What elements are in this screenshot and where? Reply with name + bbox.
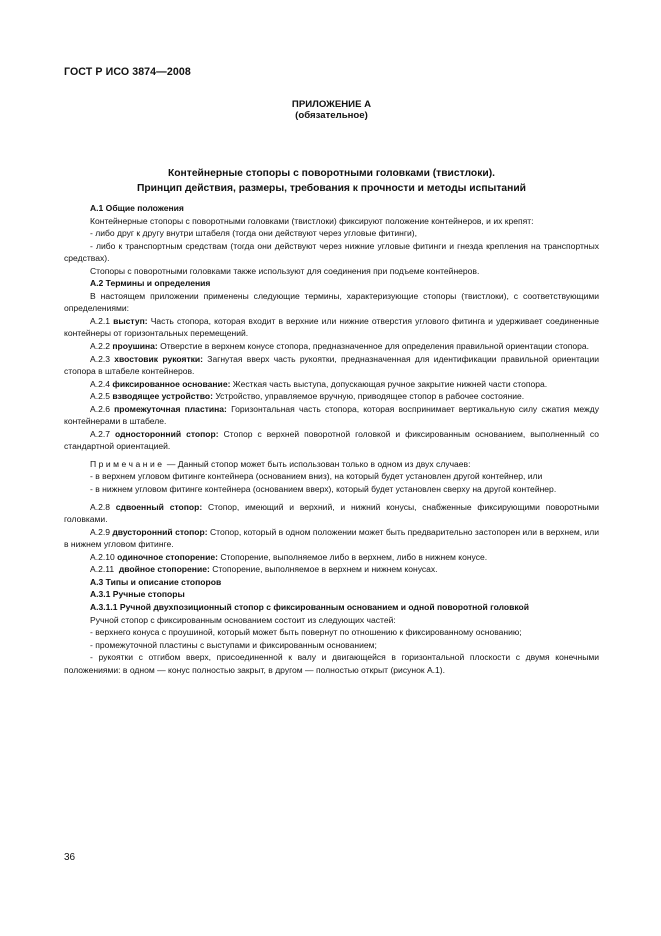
term-text: Жесткая часть выступа, допускающая ручное закрытие нижней части стопора. [232, 378, 548, 389]
term-definition [64, 315, 599, 340]
term: двойное стопорение: [118, 564, 210, 575]
term-text: Устройство, управляемое вручную, приводящее стопор в рабочее состояние. [215, 391, 525, 402]
term: двусторонний стопор: [112, 526, 208, 537]
paragraph: Ручной стопор с фиксированным основанием состоит из следующих частей: [90, 614, 396, 625]
term: фиксированное основание: [112, 378, 231, 389]
term-text: Отверстие в верхнем конусе стопора, предназначенное для определения правильной ориентации стопора. [160, 341, 590, 352]
term-number: А.2.2 [90, 341, 110, 352]
page-number: 36 [64, 852, 76, 863]
term-number: А.2.4 [90, 378, 110, 389]
list-item: - либо друг к другу внутри штабеля (тогда они действуют через угловые фитинги), [90, 228, 417, 239]
document-title-line1: Контейнерные стопоры с поворотными головками (твистлоки). [167, 168, 495, 179]
appendix-status: (обязательное) [295, 110, 368, 121]
subsection-heading: А.3.1 Ручные стопоры [90, 589, 185, 600]
term-definition [64, 403, 599, 428]
list-item: - промежуточной пластины с выступами и фиксированным основанием; [90, 639, 377, 650]
term-definition [64, 526, 599, 551]
term-definition [64, 563, 599, 576]
term-number: А.2.9 [90, 526, 110, 537]
note-item: - в нижнем угловом фитинге контейнера (основанием вверх), который будет установлен сверху на другой контейнер. [90, 484, 557, 495]
section-heading-a2: А.2 Термины и определения [90, 278, 211, 289]
term-definition [64, 551, 599, 564]
note [64, 458, 599, 471]
paragraph: Стопоры с поворотными головками также используют для соединения при подъеме контейнеров. [90, 265, 480, 276]
term: односторонний стопор: [114, 428, 219, 439]
term-number: А.2.11 [90, 564, 115, 575]
term-number: А.2.10 [90, 551, 115, 562]
term-number: А.2.3 [90, 353, 110, 364]
term-text: Стопорение, выполняемое либо в верхнем, либо в нижнем конусе. [220, 551, 488, 562]
term: хвостовик рукоятки: [114, 353, 204, 364]
list-item: - верхнего конуса с проушиной, который может быть повернут по отношению к фиксированному основанию; [90, 627, 522, 638]
term-text: Стопор, имеющий и верхний, и нижний конусы, снабженные фиксирующими поворотными головками. [64, 501, 600, 525]
term-number: А.2.6 [90, 403, 110, 414]
term: выступ: [113, 315, 148, 326]
term-number: А.2.7 [90, 428, 110, 439]
term-definition [64, 378, 599, 391]
term-text: Часть стопора, которая входит в верхние или нижние отверстия углового фитинга и удерживает соединенные контейнеры от горизонтальных перемещений. [64, 315, 600, 339]
document-body [64, 202, 599, 676]
term-definition [64, 428, 599, 453]
term: одиночное стопорение: [117, 551, 218, 562]
term-text: Стопорение, выполняемое в верхнем и нижнем конусах. [212, 564, 438, 575]
term-definition [64, 340, 599, 353]
term: промежуточная пластина: [114, 403, 227, 414]
term-number: А.2.5 [90, 391, 110, 402]
document-title-line2: Принцип действия, размеры, требования к прочности и методы испытаний [136, 183, 527, 194]
term-text: Горизонтальная часть стопора, которая воспринимает вертикальную силу сжатия между контейнерами в штабеле. [64, 403, 599, 427]
document-title [64, 166, 599, 196]
term-text: Стопор, который в одном положении может быть предварительно застопорен или в верхнем, или в нижнем угловом фитинге. [64, 526, 600, 550]
list-item: - либо к транспортным средствам (тогда они действуют через нижние угловые фитинги и гнезда крепления на транспортных средствах). [64, 240, 599, 264]
note-label: Примечание [90, 458, 165, 469]
term-number: А.2.1 [90, 315, 110, 326]
section-heading-a1: А.1 Общие положения [90, 203, 184, 213]
appendix-heading [64, 99, 599, 121]
term-text: Загнутая вверх часть рукоятки, предназначенная для идентификации правильной ориентации стопора в штабеле контейнеров. [64, 353, 599, 377]
term: взводящее устройство: [112, 391, 213, 402]
term-definition [64, 501, 599, 526]
appendix-title: ПРИЛОЖЕНИЕ А [291, 99, 372, 110]
term: проушина: [112, 341, 158, 352]
list-item: - рукоятки с отгибом вверх, присоединенной к валу и двигающейся в горизонтальной плоскости с двумя конечными положениями: в одном — конус полностью закрыт, в другом — полностью открыт (рисунок А.1). [64, 652, 599, 675]
term: сдвоенный стопор: [115, 501, 203, 512]
term-definition [64, 353, 599, 378]
term-number: А.2.8 [90, 501, 110, 512]
paragraph: В настоящем приложении применены следующие термины, характеризующие стопоры (твистлоки), с соответствующими определениями: [64, 290, 599, 314]
paragraph: Контейнерные стопоры с поворотными головками (твистлоки) фиксируют положение контейнеров, и их крепят: [90, 215, 534, 226]
note-text: — Данный стопор может быть использован только в одном из двух случаев: [166, 458, 471, 469]
standard-header: ГОСТ Р ИСО 3874—2008 [64, 66, 191, 78]
subsubsection-heading: А.3.1.1 Ручной двухпозиционный стопор с фиксированным основанием и одной поворотной головкой [90, 601, 530, 612]
section-heading-a3: А.3 Типы и описание стопоров [90, 576, 222, 587]
term-definition [64, 390, 599, 403]
term-text: Стопор с верхней поворотной головкой и фиксированным основанием, выполненный со стандартной ориентацией. [64, 428, 600, 452]
note-item: - в верхнем угловом фитинге контейнера (основанием вниз), на который будет установлен другой контейнер, или [90, 471, 543, 482]
